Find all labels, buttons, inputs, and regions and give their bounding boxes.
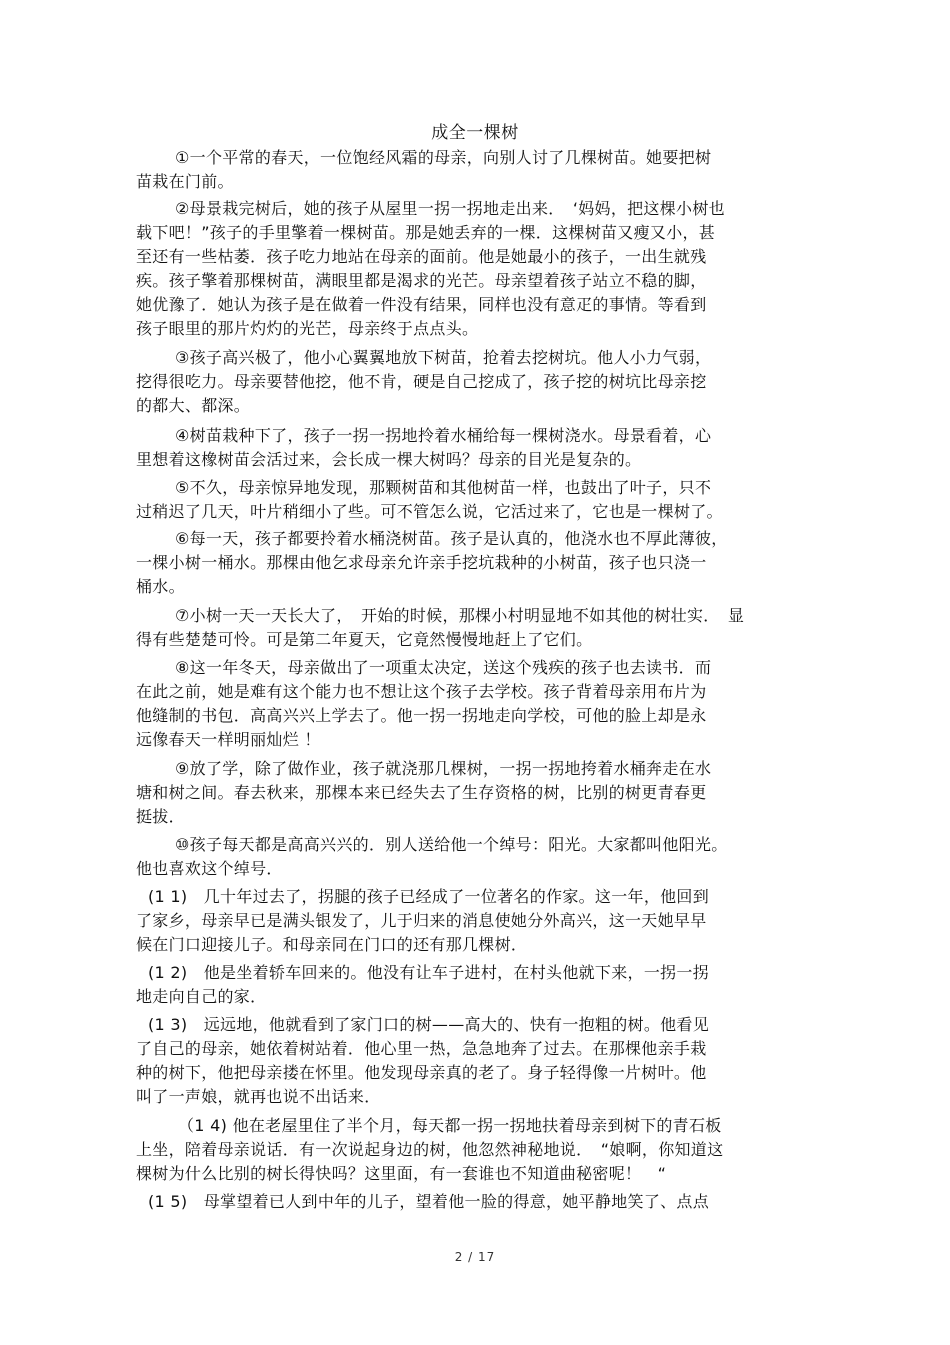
text-line: ③孩子高兴极了，他小心翼翼地放下树苗，抢着去挖树坑。他人小力气弱， <box>175 348 712 367</box>
text-line: 至还有一些枯萎．孩子吃力地站在母亲的面前。他是她最小的孩子，一出生就残 <box>136 247 707 266</box>
text-line: 他缝制的书包．高高兴兴上学去了。他一拐一拐地走向学校，可他的脸上却是永 <box>136 706 707 725</box>
text-line: (1 1) 几十年过去了，拐腿的孩子已经成了一位著名的作家。这一年，他回到 <box>148 887 710 906</box>
text-line: 过稍迟了几天，叶片稍细小了些。可不管怎么说，它活过来了，它也是一棵树了。 <box>136 502 723 521</box>
text-line: 桶水。 <box>136 577 185 596</box>
text-line: （1 4) 他在老屋里住了半个月，每天都一拐一拐地扶着母亲到树下的青石板 <box>178 1116 722 1135</box>
text-line: ①一个平常的春天，一位饱经风霜的母亲，向别人讨了几棵树苗。她要把树 <box>175 148 712 167</box>
text-line: 一棵小树一桶水。那棵由他乞求母亲允许亲手挖坑栽种的小树苗，孩子也只浇一 <box>136 553 707 572</box>
text-line: (1 3) 远远地，他就看到了家门口的树——高大的、快有一抱粗的树。他看见 <box>148 1015 710 1034</box>
text-line: 远像春天一样明丽灿烂 ！ <box>136 730 321 749</box>
text-line: 的都大、都深。 <box>136 396 251 415</box>
text-line: 孩子眼里的那片灼灼的光芒，母亲终于点点头。 <box>136 319 479 338</box>
text-line: ⑨放了学，除了做作业，孩子就浇那几棵树，一拐一拐地挎着水桶奔走在水 <box>175 759 712 778</box>
text-line: ⑩孩子每天都是高高兴兴的．别人送给他一个绰号：阳光。大家都叫他阳光。 <box>175 835 728 854</box>
text-line: 了家乡，母亲早已是满头银发了，儿于归来的消息使她分外高兴，这一天她早早 <box>136 911 707 930</box>
text-line: 了自己的母亲，她依着树站着．他心里一热，急急地奔了过去。在那棵他亲手栽 <box>136 1039 707 1058</box>
text-line: ⑦小树一天一天长大了， 开始的时候，那棵小村明显地不如其他的树壮实． 显 <box>175 606 745 625</box>
text-line: 棵树为什么比别的树长得快吗？这里面，有一套谁也不知道曲秘密呢！ “ <box>136 1164 667 1183</box>
text-line: 种的树下，他把母亲搂在怀里。他发现母亲真的老了。身子轻得像一片树叶。他 <box>136 1063 707 1082</box>
text-line: 挖得很吃力。母亲要替他挖，他不肯，硬是自己挖成了，孩子挖的树坑比母亲挖 <box>136 372 707 391</box>
text-line: 她优豫了．她认为孩子是在做着一件没有结果，同样也没有意疋的事情。等看到 <box>136 295 707 314</box>
text-line: 叫了一声娘，就再也说不出话来． <box>136 1087 381 1106</box>
text-line: 苗栽在门前。 <box>136 172 234 191</box>
text-line: 地走向自己的家． <box>136 987 267 1006</box>
text-line: 塘和树之间。春去秋来，那棵本来已经失去了生存资格的树，比别的树更青春更 <box>136 783 707 802</box>
text-line: ⑧这一年冬天，母亲做出了一项重太决定，送这个残疾的孩子也去读书．而 <box>175 658 712 677</box>
text-line: 挺拔． <box>136 807 185 826</box>
text-line: ⑤不久，母亲惊异地发现，那颗树苗和其他树苗一样，也鼓出了叶子，只不 <box>175 478 712 497</box>
text-line: ⑥每一天，孩子都要拎着水桶浇树苗。孩子是认真的，他浇水也不厚此薄彼， <box>175 529 728 548</box>
page-number: 2 / 17 <box>454 1250 496 1264</box>
text-line: ②母景栽完树后，她的孩子从屋里一拐一拐地走出来． ‘妈妈，把这棵小树也 <box>175 199 725 218</box>
text-line: 疾。孩子擎着那棵树苗，满眼里都是渴求的光芒。母亲望着孩子站立不稳的脚， <box>136 271 707 290</box>
text-line: 上坐，陪着母亲说话．有一次说起身边的树，他忽然神秘地说． “娘啊，你知道这 <box>136 1140 724 1159</box>
text-line: 载下吧！”孩子的手里擎着一棵树苗。那是她丢弃的一棵．这棵树苗又瘦又小，甚 <box>136 223 716 242</box>
text-line: 在此之前，她是难有这个能力也不想让这个孩子去学校。孩子背着母亲用布片为 <box>136 682 707 701</box>
text-line: (1 5) 母掌望着已人到中年的儿子，望着他一脸的得意，她平静地笑了、点点 <box>148 1192 710 1211</box>
text-line: 得有些楚楚可怜。可是第二年夏天，它竟然慢慢地赶上了它们。 <box>136 630 593 649</box>
text-line: (1 2) 他是坐着轿车回来的。他没有让车子进村，在村头他就下来，一拐一拐 <box>148 963 710 982</box>
text-line: 里想着这橡树苗会活过来，会长成一棵大树吗？母亲的目光是复杂的。 <box>136 450 642 469</box>
text-line: 候在门口迎接儿子。和母亲同在门口的还有那几棵树． <box>136 935 528 954</box>
article-title: 成全一棵树 <box>431 123 519 143</box>
text-line: ④树苗栽种下了，孩子一拐一拐地拎着水桶给每一棵树浇水。母景看着，心 <box>175 426 712 445</box>
text-line: 他也喜欢这个绰号． <box>136 859 283 878</box>
